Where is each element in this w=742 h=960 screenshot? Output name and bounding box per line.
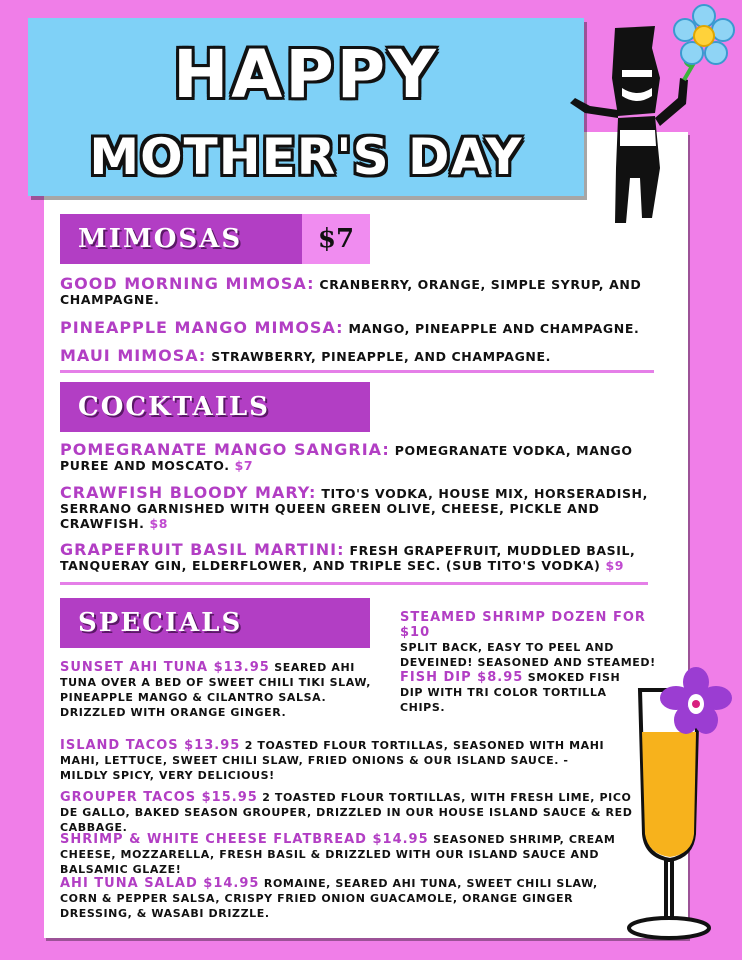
menu-item bbox=[60, 876, 620, 921]
section-divider bbox=[60, 582, 648, 585]
title-banner bbox=[28, 18, 584, 196]
menu-item bbox=[60, 442, 650, 473]
item-desc: SPLIT BACK, EASY TO PEEL AND DEVEINED! SEASONED AND STEAMED! bbox=[400, 641, 656, 669]
menu-item bbox=[60, 542, 650, 573]
orchid-flower-icon bbox=[656, 666, 736, 738]
item-desc: 2 TOASTED FLOUR TORTILLAS, SEASONED WITH MAHI MAHI, LETTUCE, SWEET CHILI SLAW, FRIED ONIONS & OUR ISLAND SAUCE. - MILDLY SPICY, VERY DELICIOUS! bbox=[60, 739, 605, 782]
item-name: POMEGRANATE MANGO SANGRIA: bbox=[60, 440, 390, 459]
item-desc: SEARED AHI TUNA OVER A BED OF SWEET CHILI TIKI SLAW, PINEAPPLE MANGO & CILANTRO SALSA. DRIZZLED WITH ORANGE GINGER. bbox=[60, 661, 371, 719]
item-desc: STRAWBERRY, PINEAPPLE, AND CHAMPAGNE. bbox=[211, 349, 551, 364]
title-line-2: MOTHER'S DAY bbox=[89, 128, 523, 186]
menu-item bbox=[400, 610, 662, 670]
item-price: $8 bbox=[149, 516, 169, 531]
item-desc: TITO'S VODKA, HOUSE MIX, HORSERADISH, SERRANO GARNISHED WITH QUEEN GREEN OLIVE, CHEESE, PICKLE AND CRAWFISH. bbox=[60, 486, 648, 531]
item-desc: MANGO, PINEAPPLE AND CHAMPAGNE. bbox=[348, 321, 640, 336]
item-name: GOOD MORNING MIMOSA: bbox=[60, 274, 315, 293]
item-name: CRAWFISH BLOODY MARY: bbox=[60, 483, 317, 502]
item-name: MAUI MIMOSA: bbox=[60, 346, 207, 365]
item-name: ISLAND TACOS $13.95 bbox=[60, 738, 241, 753]
item-name: SUNSET AHI TUNA $13.95 bbox=[60, 660, 270, 675]
menu-item bbox=[60, 738, 620, 783]
menu-item bbox=[60, 348, 660, 364]
item-desc: FRESH GRAPEFRUIT, MUDDLED BASIL, TANQUERAY GIN, ELDERFLOWER, AND TRIPLE SEC. (SUB TITO'S VODKA) bbox=[60, 543, 636, 573]
item-name: STEAMED SHRIMP DOZEN FOR $10 bbox=[400, 610, 646, 640]
item-price: $9 bbox=[605, 558, 625, 573]
item-desc: CRANBERRY, ORANGE, SIMPLE SYRUP, AND CHAMPAGNE. bbox=[60, 277, 642, 307]
cocktails-header: COCKTAILS bbox=[60, 382, 370, 432]
item-name: PINEAPPLE MANGO MIMOSA: bbox=[60, 318, 344, 337]
item-name: SHRIMP & WHITE CHEESE FLATBREAD $14.95 bbox=[60, 832, 429, 847]
item-desc: SEASONED SHRIMP, CREAM CHEESE, MOZZARELLA, FRESH BASIL & DRIZZLED WITH OUR ISLAND SAUCE AND BALSAMIC GLAZE! bbox=[60, 833, 616, 876]
item-desc: 2 TOASTED FLOUR TORTILLAS, WITH FRESH LIME, PICO DE GALLO, BAKED SEASON GROUPER, DRIZZLED IN OUR HOUSE ISLAND SAUCE & RED CABBAGE. bbox=[60, 791, 633, 834]
item-desc: ROMAINE, SEARED AHI TUNA, SWEET CHILI SLAW, CORN & PEPPER SALSA, CRISPY FRIED ONION GUACAMOLE, ORANGE GINGER DRESSING, & WASABI DRIZZLE. bbox=[60, 877, 598, 920]
menu-item bbox=[60, 320, 660, 336]
blue-flower-icon bbox=[672, 4, 736, 68]
mimosas-price: $7 bbox=[302, 214, 370, 264]
item-price: $7 bbox=[234, 458, 254, 473]
item-name: AHI TUNA SALAD $14.95 bbox=[60, 876, 260, 891]
specials-header: SPECIALS bbox=[60, 598, 370, 648]
menu-item bbox=[400, 670, 644, 715]
menu-item bbox=[60, 485, 650, 531]
item-name: FISH DIP $8.95 bbox=[400, 670, 524, 685]
item-name: GROUPER TACOS $15.95 bbox=[60, 790, 258, 805]
item-name: GRAPEFRUIT BASIL MARTINI: bbox=[60, 540, 345, 559]
menu-item bbox=[60, 276, 660, 307]
item-desc: POMEGRANATE VODKA, MANGO PUREE AND MOSCATO. bbox=[60, 443, 633, 473]
menu-item bbox=[60, 790, 636, 835]
item-desc: SMOKED FISH DIP WITH TRI COLOR TORTILLA CHIPS. bbox=[400, 671, 621, 714]
mimosas-header: MIMOSAS bbox=[60, 214, 302, 264]
menu-item bbox=[60, 660, 378, 720]
menu-item bbox=[60, 832, 630, 877]
section-divider bbox=[60, 370, 654, 373]
title-line-1: HAPPY bbox=[173, 36, 439, 113]
